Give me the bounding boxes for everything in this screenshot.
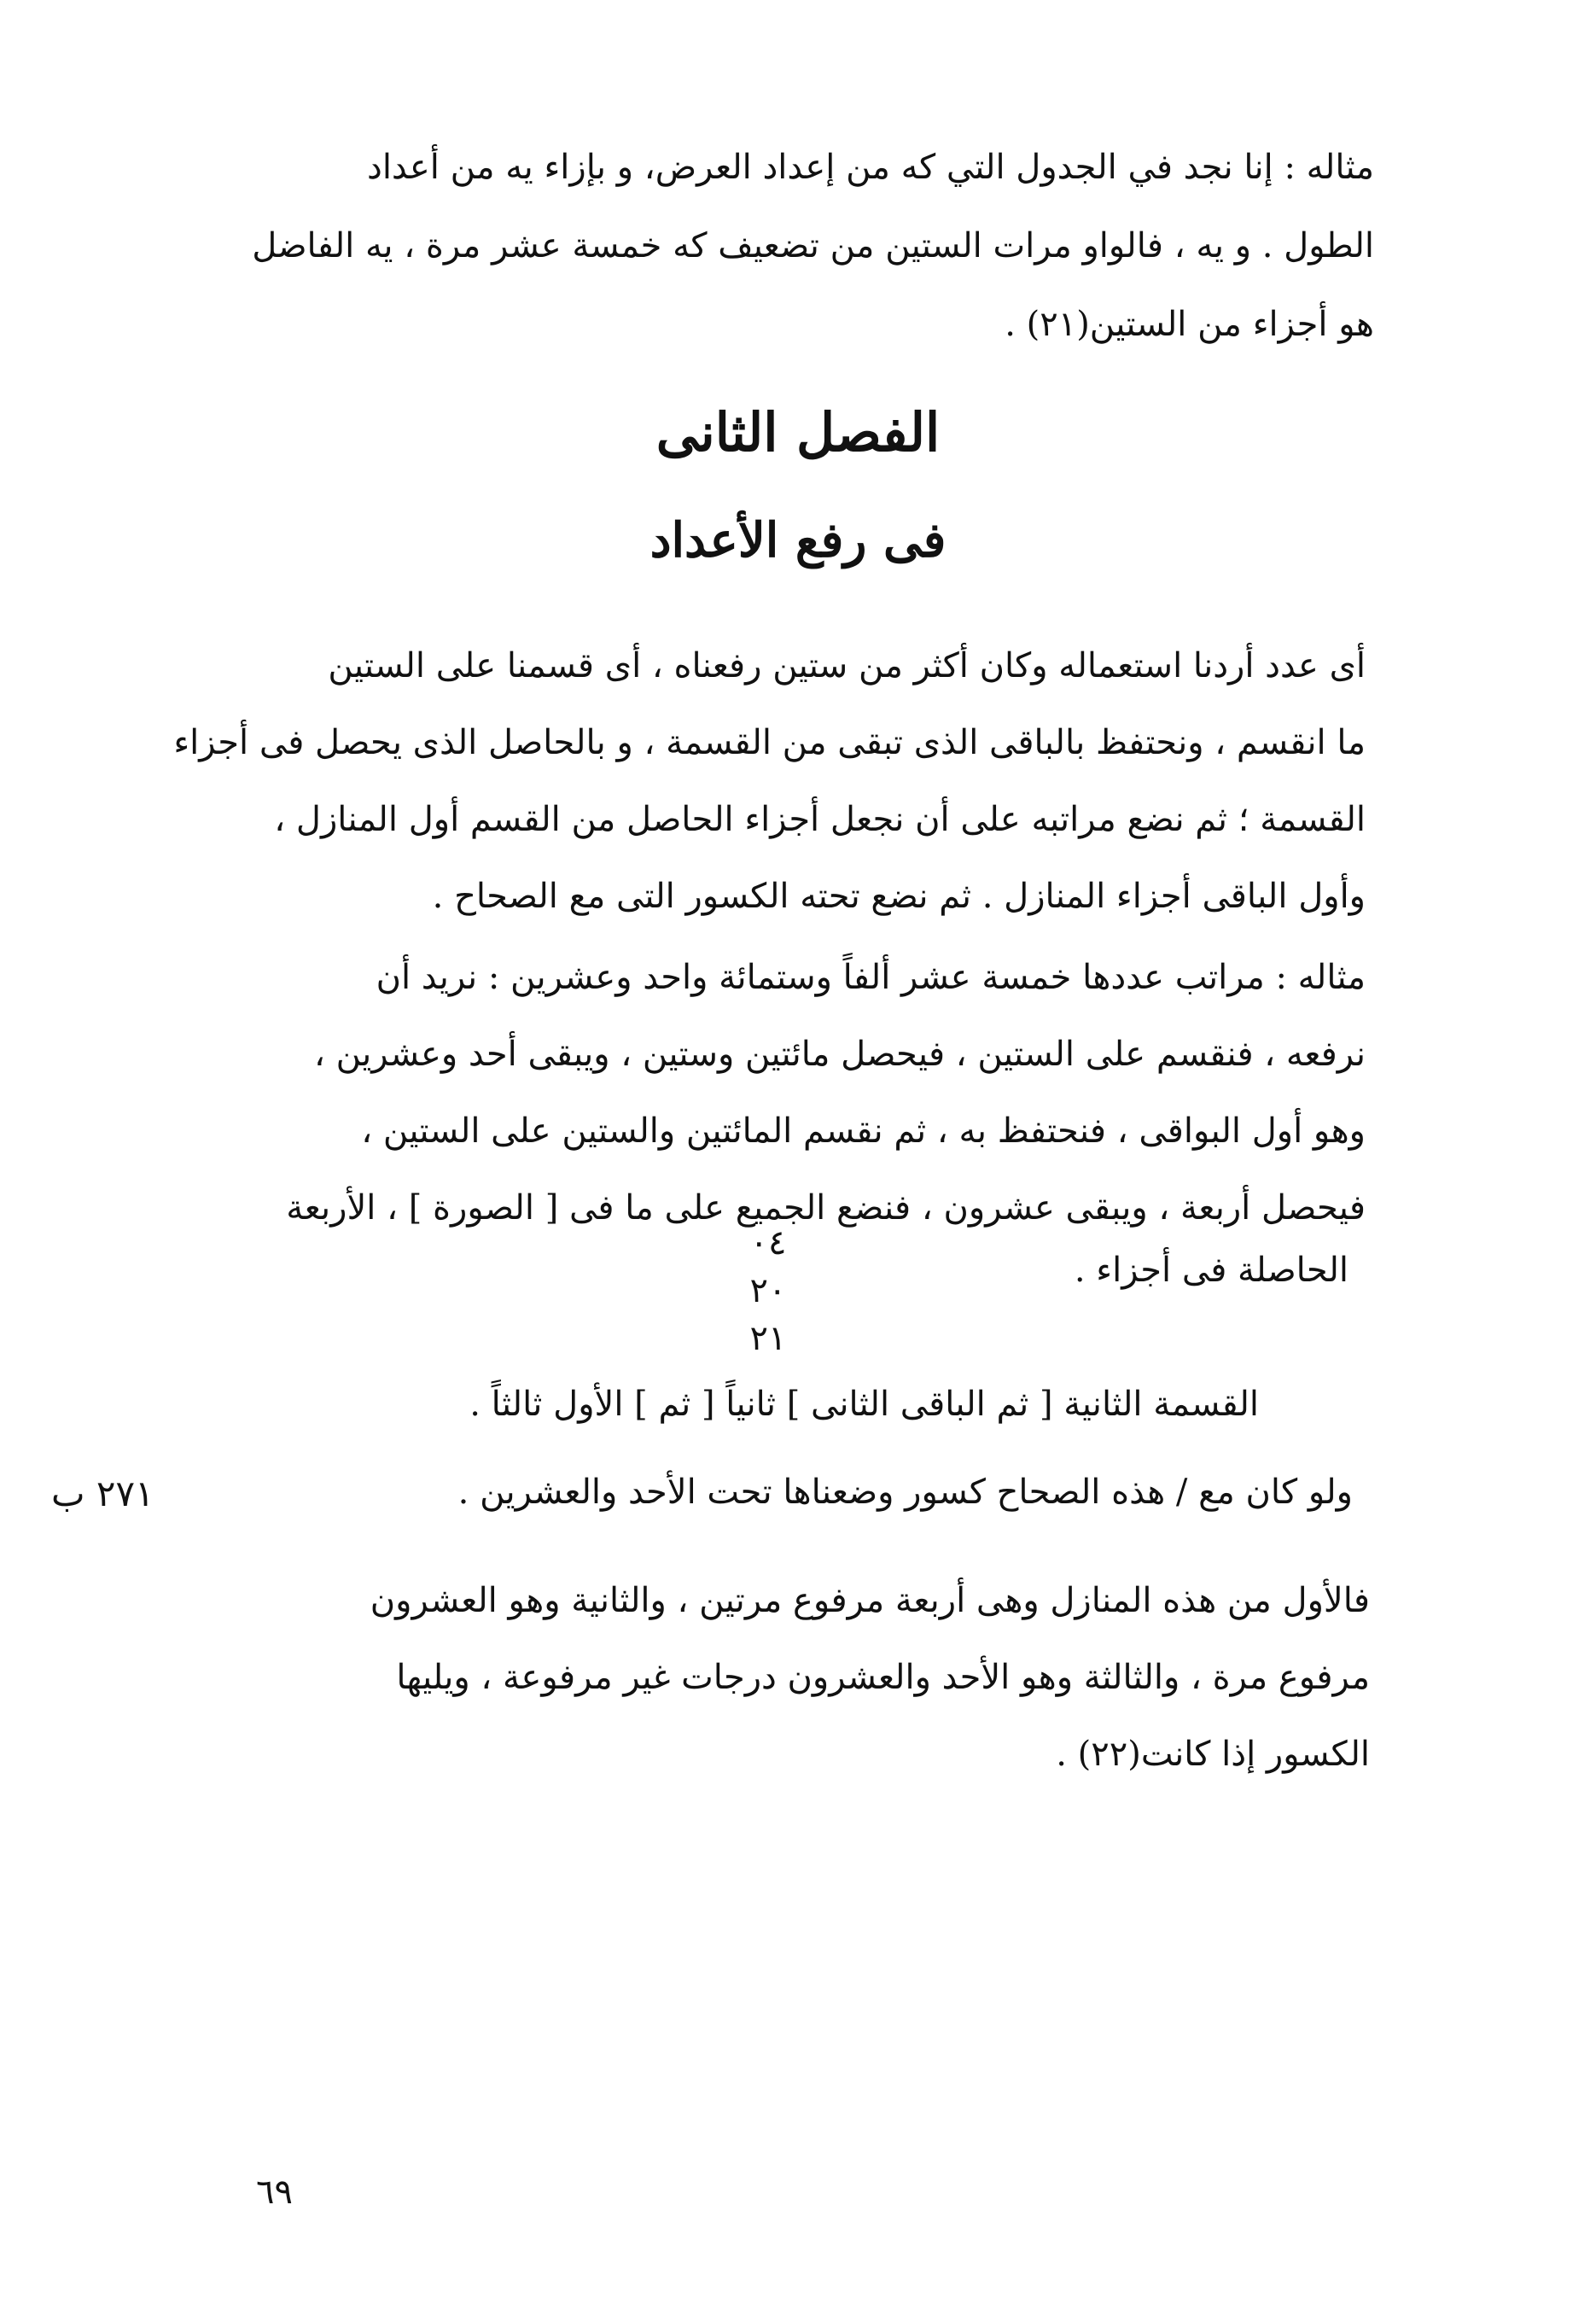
margin-folio-reference: ٢٧١ ب (51, 1473, 154, 1514)
text-line: مثاله : مراتب عددها خمسة عشر ألفاً وستمائة واحد وعشرين : نريد أن (376, 958, 1366, 997)
text-line: ما انقسم ، ونحتفظ بالباقى الذى تبقى من القسمة ، و بالحاصل الذى يحصل فى أجزاء (173, 723, 1366, 762)
text-line: وأول الباقى أجزاء المنازل . ثم نضع تحته الكسور التى مع الصحاح . (432, 877, 1366, 916)
text-line: أى عدد أردنا استعماله وكان أكثر من ستين رفعناه ، أى قسمنا على الستين (328, 646, 1366, 685)
intro-paragraph (252, 128, 1374, 364)
text-line: نرفعه ، فنقسم على الستين ، فيحصل مائتين وستين ، ويبقى أحد وعشرين ، (314, 1035, 1366, 1074)
figure-value: ٢١ (749, 1319, 787, 1358)
text-line: فيحصل أربعة ، ويبقى عشرون ، فنضع الجميع على ما فى [ الصورة ] ، الأربعة (286, 1188, 1366, 1228)
second-division-line: القسمة الثانية [ ثم الباقى الثانى ] ثانياً [ ثم ] الأول ثالثاً . (469, 1385, 1259, 1424)
figure-value: ٠٤ (749, 1223, 787, 1263)
example-last-line: الحاصلة فى أجزاء . (1074, 1251, 1348, 1290)
fractions-line: ولو كان مع / هذه الصحاح كسور وضعناها تحت الأحد والعشرين . (457, 1473, 1353, 1512)
example-paragraph (239, 939, 1366, 1246)
text-line: فالأول من هذه المنازل وهى أربعة مرفوع مرتين ، والثانية وهو العشرون (370, 1581, 1370, 1620)
text-line: مرفوع مرة ، والثالثة وهو الأحد والعشرون درجات غير مرفوعة ، ويليها (396, 1658, 1370, 1697)
definition-paragraph (173, 627, 1366, 935)
section-heading: فى رفع الأعداد (649, 512, 947, 569)
text-line: مثاله : إنا نجد في الجدول التي كه من إعداد العرض، و بإزاء يه من أعداد (367, 148, 1374, 187)
text-line: الكسور إذا كانت(٢٢) . (1056, 1735, 1370, 1774)
figure-value: ٢٠ (749, 1271, 787, 1310)
page-number: ٦٩ (256, 2173, 293, 2212)
text-line: هو أجزاء من الستين(٢١) . (1005, 305, 1374, 344)
text-line: القسمة ؛ ثم نضع مراتبه على أن نجعل أجزاء الحاصل من القسم أول المنازل ، (274, 800, 1366, 839)
figure-column (734, 1219, 802, 1362)
final-paragraph (243, 1562, 1370, 1793)
text-line: الطول . و يه ، فالواو مرات الستين من تضعيف كه خمسة عشر مرة ، يه الفاضل (252, 226, 1374, 265)
chapter-heading: الفصل الثانى (655, 401, 941, 464)
text-line: وهو أول البواقى ، فنحتفظ به ، ثم نقسم المائتين والستين على الستين ، (361, 1111, 1366, 1151)
